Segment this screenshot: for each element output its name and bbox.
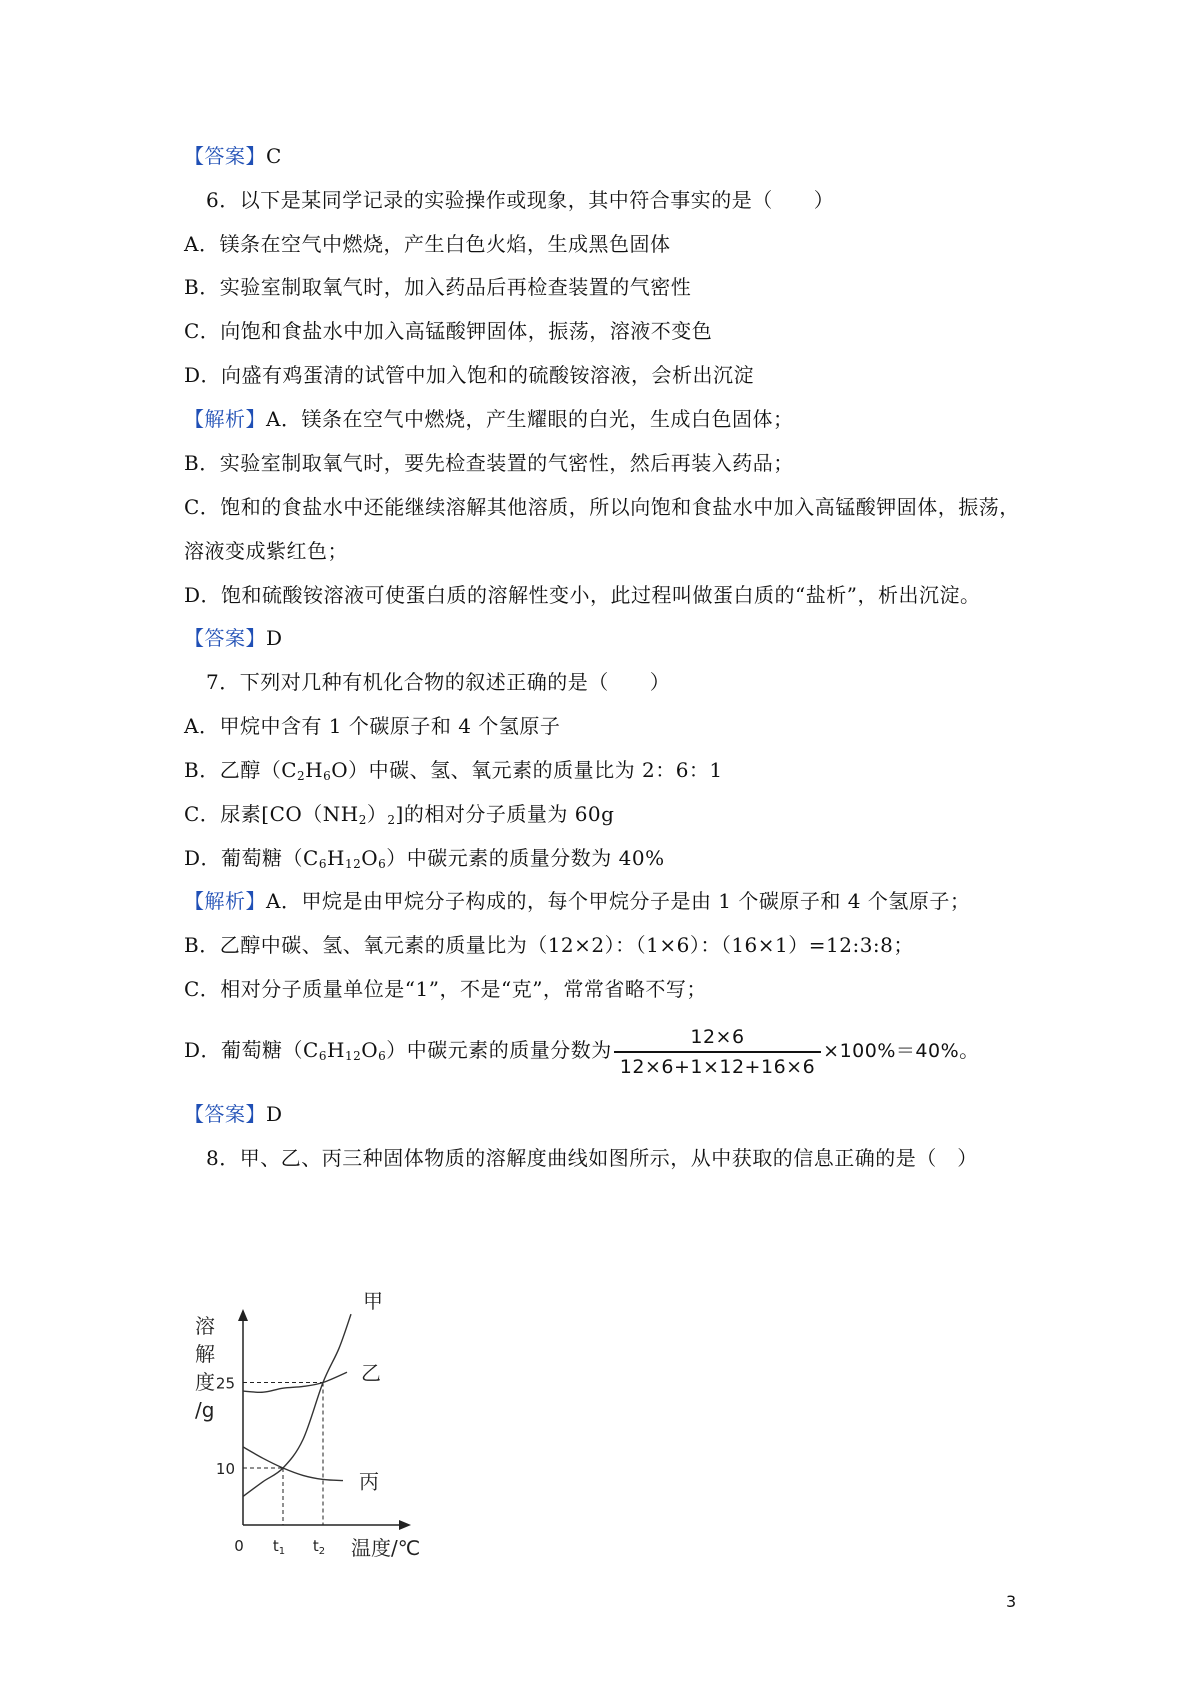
fraction-denominator: 12×6+1×12+16×6 (619, 1055, 816, 1078)
y-tick-label: 25 (215, 1374, 235, 1393)
q6-option-c: C．向饱和食盐水中加入高锰酸钾固体，振荡，溶液不变色 (184, 319, 713, 343)
analysis-tag: 【解析】 (184, 407, 266, 431)
answer-tag: 【答案】 (184, 1102, 266, 1126)
x-tick-label: $t_2$ (312, 1537, 326, 1557)
answer-value: C (266, 144, 282, 168)
q6-analysis-d: D．饱和硫酸铵溶液可使蛋白质的溶解性变小，此过程叫做蛋白质的“盐析”，析出沉淀。 (184, 583, 981, 607)
fraction-result: ×100%＝40% (823, 1040, 960, 1062)
q6-analysis-c-cont: 溶液变成紫红色； (184, 539, 348, 563)
answer-tag: 【答案】 (184, 626, 266, 650)
analysis-tag: 【解析】 (184, 889, 266, 913)
y-axis-label-part: 溶 (195, 1314, 215, 1338)
q5-answer (184, 142, 282, 170)
answer-value: D (266, 626, 283, 650)
q7-analysis-c: C．相对分子质量单位是“1”，不是“克”，常常省略不写； (184, 977, 707, 1001)
q7-option-a: A．甲烷中含有 1 个碳原子和 4 个氢原子 (184, 714, 561, 738)
y-axis-arrow (238, 1309, 248, 1321)
series-label-3: 丙 (359, 1469, 379, 1494)
q7-analysis-a (184, 887, 970, 915)
q6-option-b: B．实验室制取氧气时，加入药品后再检查装置的气密性 (184, 275, 692, 299)
q6-option-a: A．镁条在空气中燃烧，产生白色火焰，生成黑色固体 (184, 232, 671, 256)
q7-option-c: C．尿素$[CO(NH_2)_2]$的相对分子质量为 60g (184, 802, 615, 827)
q7-answer (184, 1100, 283, 1128)
page-number: 3 (1006, 1592, 1017, 1611)
x-axis-label: 温度/℃ (351, 1536, 421, 1560)
q7-stem: 7．下列对几种有机化合物的叙述正确的是（ ） (206, 670, 671, 694)
series-label-2: 乙 (361, 1361, 381, 1386)
q6-analysis-a (184, 405, 793, 433)
fraction-numerator: 12×6 (614, 1025, 821, 1053)
origin-label: 0 (234, 1537, 244, 1555)
q6-answer (184, 624, 283, 652)
mass-fraction (614, 1025, 821, 1079)
answer-value: D (266, 1102, 283, 1126)
analysis-text: A．镁条在空气中燃烧，产生耀眼的白光，生成白色固体； (266, 407, 794, 431)
q6-analysis-c: C．饱和的食盐水中还能继续溶解其他溶质，所以向饱和食盐水中加入高锰酸钾固体，振荡， (184, 495, 1020, 519)
y-axis-label-part: 度 (195, 1370, 215, 1394)
y-axis-label-part: 解 (195, 1342, 215, 1366)
q7-analysis-d: D．葡萄糖$(C_6H_{12}O_6)$中碳元素的质量分数为 $\frac{12\times 6}{12\times 6+1\times 12+16\times 6}$ ×100%＝40%。 (184, 1025, 980, 1078)
x-axis-arrow (399, 1520, 411, 1530)
q6-stem: 6．以下是某同学记录的实验操作或现象，其中符合事实的是（ ） (206, 188, 835, 212)
q8-stem: 8．甲、乙、丙三种固体物质的溶解度曲线如图所示，从中获取的信息正确的是（ ） (206, 1146, 978, 1170)
y-tick-label: 10 (215, 1460, 235, 1478)
y-axis-label-part: /g (195, 1398, 215, 1422)
series-curve-3 (243, 1447, 343, 1481)
q6-analysis-b: B．实验室制取氧气时，要先检查装置的气密性，然后再装入药品； (184, 451, 794, 475)
series-label-1: 甲 (363, 1289, 383, 1314)
q7-option-b: B．乙醇$(C_2H_6O)$中碳、氢、氧元素的质量比为 2：6：1 (184, 758, 723, 783)
x-tick-label: $t_1$ (272, 1537, 286, 1557)
answer-tag: 【答案】 (184, 144, 266, 168)
q7-analysis-b: B．乙醇中碳、氢、氧元素的质量比为（12×2）：（1×6）：（16×1）=12:3:8； (184, 933, 914, 957)
q7-option-d: D．葡萄糖$(C_6H_{12}O_6)$中碳元素的质量分数为 40% (184, 846, 665, 871)
q6-option-d: D．向盛有鸡蛋清的试管中加入饱和的硫酸铵溶液，会析出沉淀 (184, 363, 755, 387)
analysis-text: A．甲烷是由甲烷分子构成的，每个甲烷分子是由 1 个碳原子和 4 个氢原子； (266, 889, 971, 913)
series-curve-1 (243, 1314, 351, 1496)
solubility-chart (195, 1289, 465, 1565)
